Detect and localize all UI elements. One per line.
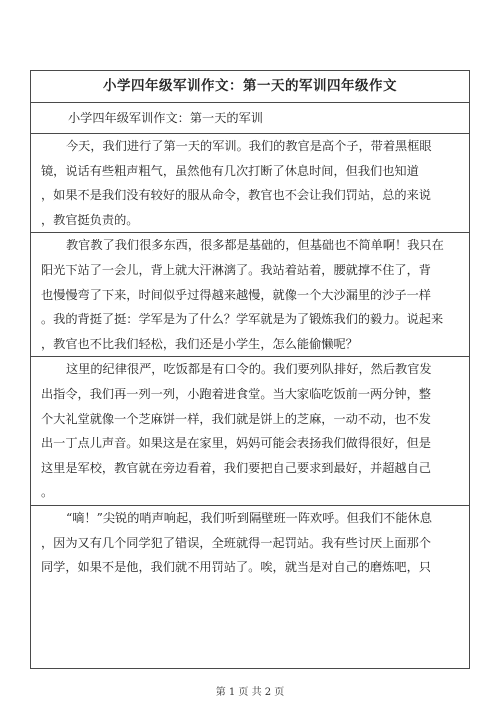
paragraph-line: “嘀！”尖锐的哨声响起，我们听到隔壁班一阵欢呼。但我们不能休息 [66, 510, 432, 525]
paragraph-line: 今天，我们进行了第一天的军训。我们的教官是高个子，带着黑框眼 [66, 139, 432, 153]
paragraph-line: 个大礼堂就像一个芝麻饼一样，我们就是饼上的芝麻，一动不动，也不发 [41, 411, 431, 426]
paragraph-line: 。我的背挺了挺：学军是为了什么？学军就是为了锻炼我们的毅力。说起来 [41, 312, 444, 327]
paragraph-line: ，因为又有几个同学犯了错误，全班就得一起罚站。我有些讨厌上面那个 [41, 535, 431, 550]
paragraph-3 [31, 357, 469, 506]
paragraph-1 [31, 134, 469, 233]
paragraph-line: 出一丁点儿声音。如果这是在家里，妈妈可能会表扬我们做得很好，但是 [41, 436, 431, 451]
paragraph-line: 。 [41, 485, 54, 500]
page-footer: 第 1 页 共 2 页 [215, 687, 285, 698]
paragraph-line: ，如果不是我们没有较好的服从命令，教官也不会让我们罚站，总的来说 [41, 188, 431, 203]
paragraph-line: 镜，说话有些粗声粗气，虽然他有几次打断了休息时间，但我们也知道 [41, 163, 419, 178]
paragraph-line: 出指令，我们再一列一列，小跑着进食堂。当大家临吃饭前一两分钟，整 [41, 386, 431, 401]
paragraph-4 [31, 506, 469, 580]
paragraph-line: 教官教了我们很多东西，很多都是基础的，但基础也不简单啊！我只在 [66, 238, 444, 253]
document-frame [30, 70, 470, 669]
paragraph-line: 这里的纪律很严，吃饭都是有口令的。我们要列队排好，然后教官发 [66, 362, 432, 377]
paragraph-line: ，教官也不比我们轻松，我们还是小学生，怎么能偷懒呢？ [41, 336, 358, 351]
document-subtitle: 小学四年级军训作文：第一天的军训 [31, 103, 469, 134]
paragraph-line: 阳光下站了一会儿，背上就大汗淋漓了。我站着站着，腰就撑不住了，背 [41, 262, 431, 277]
paragraph-line: 这里是军校，教官就在旁边看着，我们要把自己要求到最好，并超越自己 [41, 460, 431, 475]
paragraph-line: ，教官挺负责的。 [41, 212, 139, 227]
paragraph-2 [31, 233, 469, 357]
document-title: 小学四年级军训作文：第一天的军训四年级作文 [31, 71, 469, 103]
paragraph-line: 也慢慢弯了下来，时间似乎过得越来越慢，就像一个大沙漏里的沙子一样 [41, 287, 431, 302]
paragraph-line: 同学，如果不是他，我们就不用罚站了。唉，就当是对自己的磨炼吧，只 [41, 560, 431, 575]
